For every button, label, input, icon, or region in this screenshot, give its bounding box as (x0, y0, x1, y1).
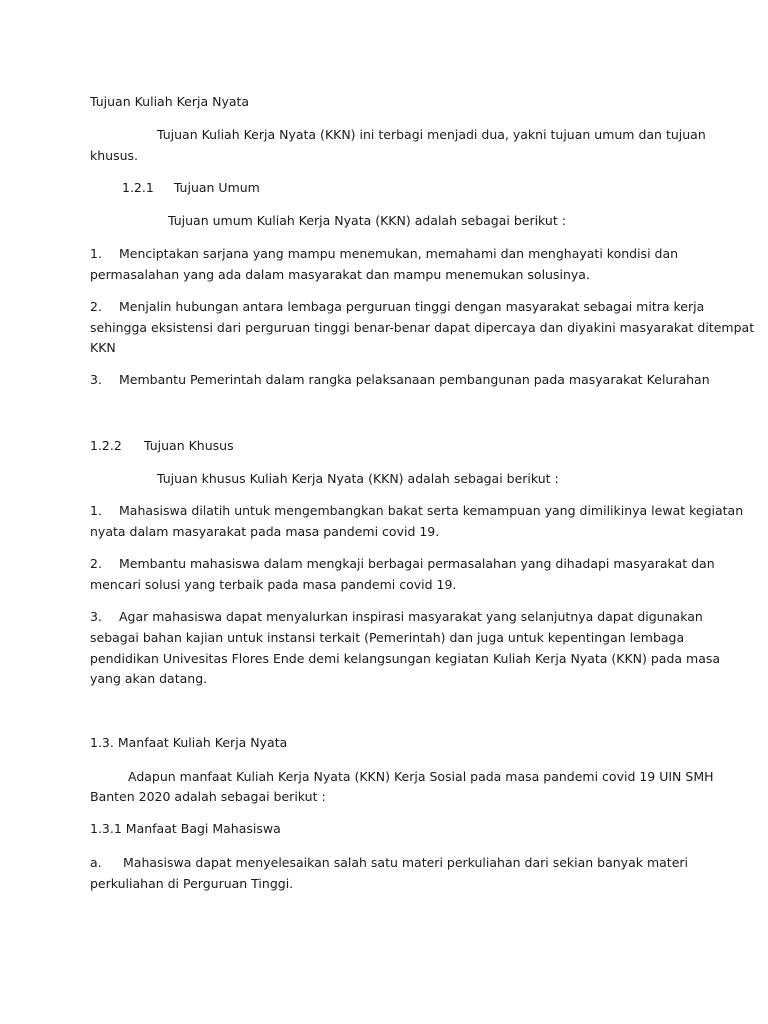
document-title: Tujuan Kuliah Kerja Nyata (90, 94, 250, 109)
list-item-continuation: nyata dalam masyarakat pada masa pandemi covid 19. (90, 524, 440, 539)
list-item-continuation: sebagai bahan kajian untuk instansi terkait (Pemerintah) dan juga untuk kepentingan lembaga (90, 630, 685, 645)
section-title: Tujuan Khusus (144, 438, 234, 453)
intro-paragraph-line-2: khusus. (90, 148, 139, 163)
intro-paragraph-line-1: Tujuan Kuliah Kerja Nyata (KKN) ini terbagi menjadi dua, yakni tujuan umum dan tujuan (157, 127, 706, 142)
list-text: Agar mahasiswa dapat menyalurkan inspirasi masyarakat yang selanjutnya dapat digunakan (119, 609, 703, 624)
list-number: a. (90, 855, 102, 870)
section-heading-khusus (90, 435, 690, 456)
list-number: 1. (90, 503, 102, 518)
list-item-continuation: sehingga eksistensi dari perguruan tinggi benar-benar dapat dipercaya dan diyakini masyarakat ditempat (90, 320, 755, 335)
list-number: 2. (90, 299, 102, 314)
list-item-continuation: KKN (90, 340, 116, 355)
list-item-continuation: pendidikan Univesitas Flores Ende demi kelangsungan kegiatan Kuliah Kerja Nyata (KKN) pada masa (90, 651, 721, 666)
section-number: 1.2.2 (90, 438, 122, 453)
section-heading-umum (122, 177, 722, 198)
section-intro-khusus: Tujuan khusus Kuliah Kerja Nyata (KKN) adalah sebagai berikut : (157, 471, 559, 486)
list-item-continuation: perkuliahan di Perguruan Tinggi. (90, 876, 294, 891)
list-number: 3. (90, 372, 102, 387)
list-item-continuation: yang akan datang. (90, 671, 208, 686)
list-item (90, 243, 690, 264)
list-number: 2. (90, 556, 102, 571)
section-intro-umum: Tujuan umum Kuliah Kerja Nyata (KKN) adalah sebagai berikut : (168, 213, 566, 228)
list-text: Membantu Pemerintah dalam rangka pelaksanaan pembangunan pada masyarakat Kelurahan (119, 372, 710, 387)
section-number: 1.2.1 (122, 180, 154, 195)
manfaat-intro-line-1: Adapun manfaat Kuliah Kerja Nyata (KKN) Kerja Sosial pada masa pandemi covid 19 UIN SMH (128, 769, 714, 784)
list-item-continuation: permasalahan yang ada dalam masyarakat dan mampu menemukan solusinya. (90, 267, 590, 282)
sub-heading-manfaat-mahasiswa: 1.3.1 Manfaat Bagi Mahasiswa (90, 821, 281, 836)
list-text: Menciptakan sarjana yang mampu menemukan, memahami dan menghayati kondisi dan (119, 246, 679, 261)
list-item (90, 500, 744, 521)
list-item (90, 369, 710, 390)
list-text: Mahasiswa dapat menyelesaikan salah satu materi perkuliahan dari sekian banyak materi (123, 855, 688, 870)
list-item (90, 852, 690, 873)
list-text: Mahasiswa dilatih untuk mengembangkan bakat serta kemampuan yang dimilikinya lewat kegiatan (119, 503, 744, 518)
list-number: 3. (90, 609, 102, 624)
list-number: 1. (90, 246, 102, 261)
list-text: Membantu mahasiswa dalam mengkaji berbagai permasalahan yang dihadapi masyarakat dan (119, 556, 715, 571)
section-title: Tujuan Umum (173, 180, 260, 195)
manfaat-intro-line-2: Banten 2020 adalah sebagai berikut : (90, 789, 326, 804)
list-text: Menjalin hubungan antara lembaga perguruan tinggi dengan masyarakat sebagai mitra kerja (119, 299, 705, 314)
section-heading-manfaat: 1.3. Manfaat Kuliah Kerja Nyata (90, 735, 288, 750)
list-item-continuation: mencari solusi yang terbaik pada masa pandemi covid 19. (90, 577, 457, 592)
list-item (90, 296, 705, 317)
list-item (90, 553, 715, 574)
list-item (90, 606, 703, 627)
